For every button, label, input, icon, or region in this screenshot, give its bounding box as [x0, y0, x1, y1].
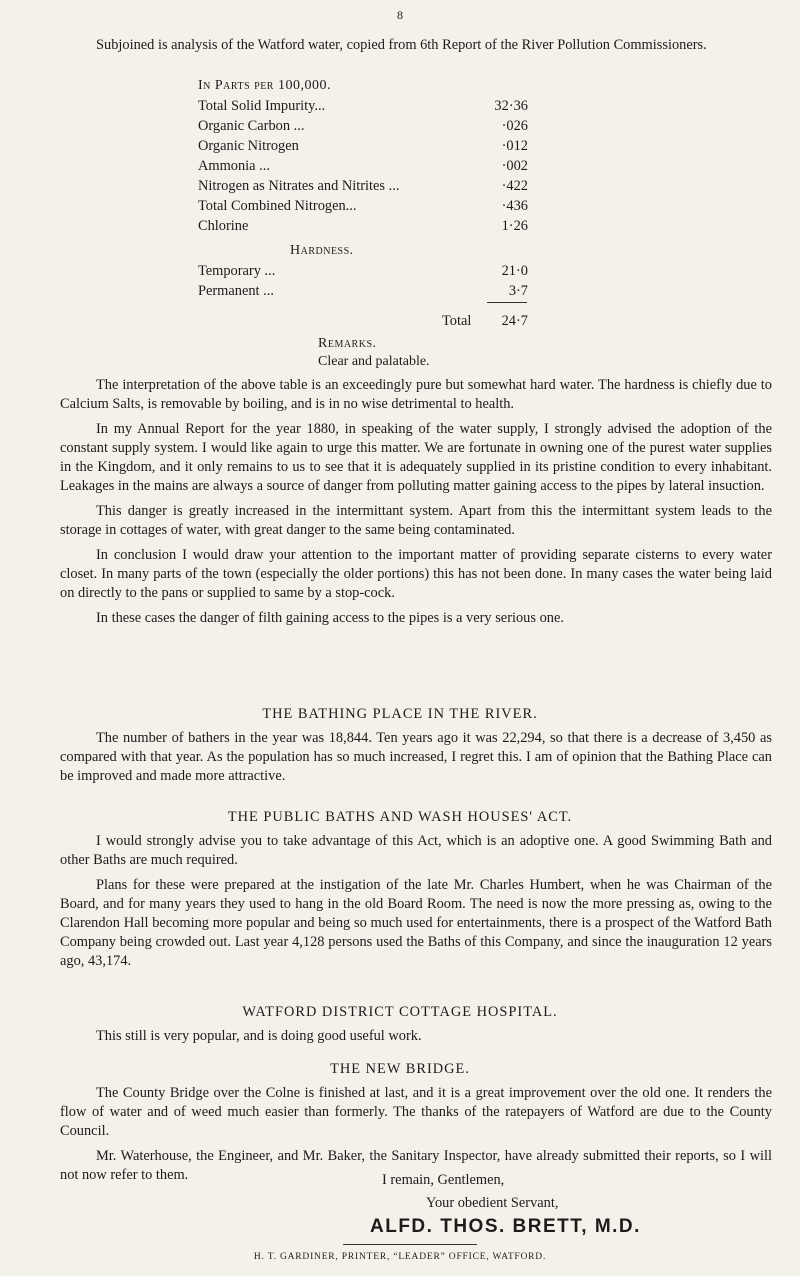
row-value: ·012 [501, 138, 528, 154]
remarks-heading: Remarks. [318, 336, 377, 351]
row-value: 32·36 [494, 98, 528, 114]
section-heading: WATFORD DISTRICT COTTAGE HOSPITAL. [242, 1004, 558, 1020]
table-row [198, 118, 528, 138]
table-row [198, 138, 528, 158]
total-row [198, 313, 528, 333]
total-label: Total [442, 313, 472, 329]
intro-paragraph [60, 36, 772, 61]
row-value: ·002 [501, 158, 528, 174]
printer-imprint: H. T. GARDINER, PRINTER, “LEADER” OFFICE, WATFORD. [253, 1252, 547, 1262]
intro-text: Subjoined is analysis of the Watford water, copied from 6th Report of the River Pollution Commissioners. [96, 37, 707, 53]
row-value: 3·7 [508, 283, 528, 299]
signature: ALFD. THOS. BRETT, M.D. [370, 1216, 641, 1237]
row-label: Chlorine [198, 218, 249, 234]
paragraph: In these cases the danger of filth gaining access to the pipes is a very serious one. [96, 610, 564, 626]
row-label: Ammonia ... [198, 158, 270, 174]
table-row [198, 158, 528, 178]
row-label: Organic Nitrogen [198, 138, 299, 154]
paragraph: Mr. Waterhouse, the Engineer, and Mr. Baker, the Sanitary Inspector, have already submitted their reports, so I will not now refer to them. [60, 1148, 772, 1183]
page-number: 8 [397, 8, 403, 22]
table-row [198, 98, 528, 118]
paragraph: In conclusion I would draw your attention to the important matter of providing separate cisterns to every water closet. In many parts of the town (especially the older portions) this has not been done. In many cases the water being laid on directly to the pans or supplied to same by a stop-cock. [60, 547, 772, 601]
section-body [60, 1027, 772, 1046]
section-body [60, 832, 772, 971]
table-row [198, 263, 528, 283]
paragraph: I would strongly advise you to take advantage of this Act, which is an adoptive one. A good Swimming Bath and other Baths are much required. [60, 833, 772, 868]
table-row [198, 218, 528, 238]
paragraph: Plans for these were prepared at the instigation of the late Mr. Charles Humbert, when he was Chairman of the Board, and for many years they used to hang in the old Board Room. The need is now the more pressing as, owing to the Clarendon Hall becoming more popular and being so much used for entertainments, there is a prospect of the Watford Bath Company being crowded out. Last year 4,128 persons used the Baths of this Company, and since the inauguration 12 years ago, 43,174. [60, 877, 772, 969]
row-value: ·026 [501, 118, 528, 134]
table-row [198, 178, 528, 198]
section-heading: THE BATHING PLACE IN THE RIVER. [262, 706, 538, 722]
row-value: ·422 [501, 178, 528, 194]
printer-rule [343, 1244, 477, 1245]
parts-heading: In Parts per 100,000. [198, 78, 331, 93]
row-value: 1·26 [501, 218, 528, 234]
section-heading: THE NEW BRIDGE. [330, 1061, 470, 1077]
row-label: Nitrogen as Nitrates and Nitrites ... [198, 178, 400, 194]
closing-line: Your obedient Servant, [426, 1195, 559, 1211]
row-label: Total Combined Nitrogen... [198, 198, 357, 214]
paragraph: The number of bathers in the year was 18,844. Ten years ago it was 22,294, so that there is a decrease of 3,450 as compared with that year. As the population has so much increased, I regret this. I am of opinion that the Bathing Place can be improved and made more attractive. [60, 730, 772, 784]
total-value: 24·7 [501, 313, 528, 329]
paragraph: The interpretation of the above table is an exceedingly pure but somewhat hard water. The hardness is chiefly due to Calcium Salts, is removable by boiling, and is in no wise detrimental to health. [60, 377, 772, 412]
paragraph: In my Annual Report for the year 1880, in speaking of the water supply, I strongly advised the adoption of the constant supply system. I would like again to urge this matter. We are fortunate in owning one of the purest water supplies in the Kingdom, and it only remains to us to see that it is adequately supplied in its pristine condition to every inhabitant. Leakages in the mains are always a source of danger from polluting matter gaining access to the pipes by lateral insuction. [60, 421, 772, 494]
row-label: Organic Carbon ... [198, 118, 305, 134]
remarks-text: Clear and palatable. [318, 354, 430, 369]
total-rule [487, 302, 527, 303]
paragraph: This danger is greatly increased in the intermittant system. Apart from this the intermittant system leads to the storage in cottages of water, with great danger to the same being contaminated. [60, 503, 772, 538]
paragraph: This still is very popular, and is doing good useful work. [96, 1028, 422, 1044]
row-label: Temporary ... [198, 263, 276, 279]
water-discussion [60, 376, 772, 628]
row-label: Permanent ... [198, 283, 274, 299]
section-heading: THE PUBLIC BATHS AND WASH HOUSES' ACT. [227, 809, 573, 825]
paragraph: The County Bridge over the Colne is finished at last, and it is a great improvement over the old one. It renders the flow of water and of weed much easier than formerly. The thanks of the ratepayers of Watford are due to the County Council. [60, 1085, 772, 1139]
table-row [198, 283, 528, 303]
section-body [60, 729, 772, 786]
row-value: ·436 [501, 198, 528, 214]
row-value: 21·0 [501, 263, 528, 279]
hardness-heading: Hardness. [290, 243, 354, 258]
row-label: Total Solid Impurity... [198, 98, 326, 114]
closing-line: I remain, Gentlemen, [382, 1172, 505, 1188]
table-row [198, 198, 528, 218]
section-body [60, 1084, 772, 1185]
